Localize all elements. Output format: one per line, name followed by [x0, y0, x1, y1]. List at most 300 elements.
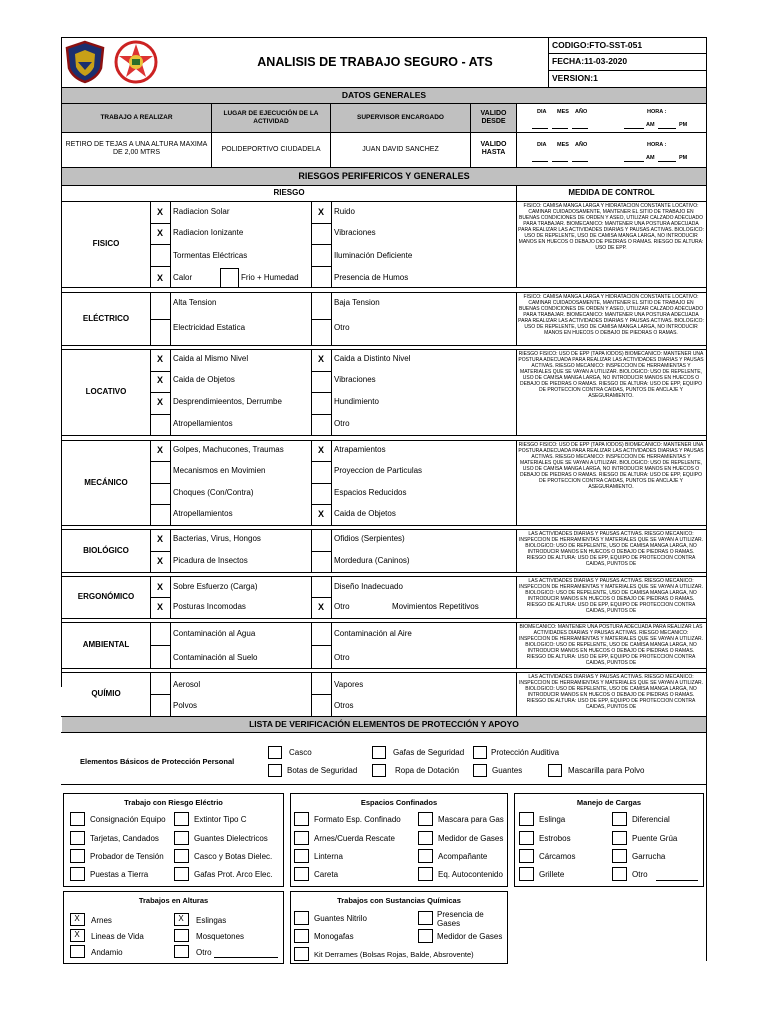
rescue-emblem-icon	[114, 39, 158, 85]
row-line	[311, 266, 331, 267]
checklist-label: Cárcamos	[539, 852, 576, 861]
checklist-checkbox[interactable]	[519, 812, 534, 826]
risk-item-left: Contaminación al Agua	[173, 629, 256, 638]
quimicas-label: Kit Derrames (Bolsas Rojas, Balde, Absrovente)	[314, 950, 474, 959]
checklist-checkbox[interactable]	[174, 831, 189, 845]
fire-department-shield-icon	[64, 40, 106, 84]
mark-col	[311, 622, 312, 668]
risk-item-right: Otro	[334, 323, 350, 332]
checklist-checkbox[interactable]	[519, 831, 534, 845]
checklist-label: Puestas a Tierra	[90, 870, 149, 879]
risk-mark-left: X	[156, 556, 163, 566]
checklist-label: Garrucha	[632, 852, 666, 861]
risk-item-right: Otros	[334, 701, 354, 710]
row-line	[311, 392, 331, 393]
rule-line	[548, 53, 706, 54]
risk-mark-left: X	[156, 582, 163, 592]
risk-mark-left: X	[156, 534, 163, 544]
risk-item-left: Polvos	[173, 701, 198, 710]
verificacion-title: LISTA DE VERIFICACIÓN ELEMENTOS DE PROTECCIÓN Y APOYO	[249, 719, 519, 729]
date-line	[532, 161, 548, 162]
mark-col	[170, 672, 171, 716]
risk-item-right: Ofidios (Serpientes)	[334, 534, 405, 543]
category-top-line	[61, 440, 707, 441]
checklist-checkbox[interactable]	[612, 849, 627, 863]
checklist-label: Medidor de Gases	[438, 834, 504, 843]
checklist-label: Linterna	[314, 852, 343, 861]
risk-item-right: Vibraciones	[334, 228, 376, 237]
checklist-checkbox[interactable]	[70, 812, 85, 826]
checklist-label: Guantes Dielectricos	[194, 834, 268, 843]
risk-mark-right: X	[317, 509, 324, 519]
checklist-checkbox[interactable]	[612, 812, 627, 826]
risk-item-right: Vibraciones	[334, 375, 376, 384]
checklist-checkbox[interactable]	[294, 867, 309, 881]
cargas-panel-title: Manejo de Cargas	[576, 798, 642, 807]
th-medida: MEDIDA DE CONTROL	[568, 188, 655, 197]
row-line	[150, 319, 170, 320]
checklist-label: Arnes/Cuerda Rescate	[314, 834, 395, 843]
mark-col	[331, 440, 332, 525]
risk-item-right: Atrapamientos	[334, 445, 386, 454]
rule-line	[706, 287, 707, 292]
mark-col	[170, 349, 171, 435]
rule-line	[61, 132, 707, 133]
rule-line	[330, 103, 331, 167]
basic-epp-checkbox[interactable]	[268, 764, 282, 777]
pm-label: PM	[679, 122, 688, 128]
basic-epp-label: Protección Auditiva	[491, 748, 560, 757]
checklist-checkbox[interactable]	[174, 812, 189, 826]
risk-item-right: Proyeccion de Particulas	[334, 466, 423, 475]
codigo-label: CODIGO:FTO-SST-051	[552, 40, 643, 50]
control-divider	[516, 672, 517, 716]
basic-epp-checkbox[interactable]	[268, 746, 282, 759]
alturas-mark: X	[74, 930, 80, 939]
checklist-label: Otro	[632, 870, 648, 879]
extra-box	[220, 268, 221, 287]
row-line	[311, 504, 331, 505]
basic-epp-checkbox[interactable]	[372, 746, 386, 759]
checklist-checkbox[interactable]	[70, 867, 85, 881]
risk-item-right: Mordedura (Caninos)	[334, 556, 410, 565]
checklist-checkbox[interactable]	[418, 831, 433, 845]
rule-line	[548, 37, 549, 87]
mes-label: MES	[557, 109, 569, 115]
risk-mark-left: X	[156, 375, 163, 385]
ano-label: AÑO	[575, 142, 588, 148]
rule-line	[706, 103, 707, 167]
checklist-checkbox[interactable]	[418, 867, 433, 881]
alturas-checkbox[interactable]	[174, 929, 189, 942]
basic-epp-label: Ropa de Dotación	[395, 766, 460, 775]
rule-line	[61, 345, 62, 349]
risk-item-left: Radiacion Ionizante	[173, 228, 244, 237]
row-line	[150, 694, 170, 695]
mark-col	[170, 201, 171, 287]
risk-category-label: LOCATIVO	[85, 387, 127, 396]
risk-item-right: Vapores	[334, 680, 364, 689]
quimicas-checkbox[interactable]	[294, 947, 309, 961]
quimicas-label: Presencia de Gases	[437, 910, 484, 928]
checklist-label: Probador de Tensión	[90, 852, 164, 861]
mark-col	[331, 622, 332, 668]
rule-line	[61, 287, 62, 292]
riesgos-title: RIESGOS PERIFERICOS Y GENERALES	[298, 171, 470, 181]
basic-epp-label: Botas de Seguridad	[287, 766, 358, 775]
category-bottom-line	[61, 345, 707, 346]
risk-item-left: Electricidad Estatica	[173, 323, 246, 332]
category-top-line	[61, 576, 707, 577]
rule-line	[61, 435, 62, 440]
mark-col	[311, 672, 312, 716]
control-divider	[516, 576, 517, 618]
risk-item-left: Calor	[173, 273, 193, 282]
risk-mark-left: X	[156, 228, 163, 238]
control-divider	[516, 622, 517, 668]
quimicas-label: Medidor de Gases	[437, 932, 503, 941]
mark-col	[170, 529, 171, 572]
basicos-label: Elementos Básicos de Protección Personal	[80, 757, 235, 766]
rule-line	[706, 435, 707, 440]
risk-item-left: Atropellamientos	[173, 419, 233, 428]
risk-item-left: Posturas Incomodas	[173, 602, 246, 611]
row-line	[311, 551, 331, 552]
basic-epp-label: Guantes	[492, 766, 523, 775]
alturas-checkbox[interactable]	[174, 945, 189, 958]
checklist-label: Tarjetas, Candados	[90, 834, 159, 843]
checklist-checkbox[interactable]	[294, 831, 309, 845]
risk-item-left: Contaminación al Suelo	[173, 653, 258, 662]
risk-item-right: Hundimiento	[334, 397, 379, 406]
control-measure-text: RIESGO FISICO: USO DE EPP (TAPA IODOS) BIOMECANICO: MANTENER UNA POSTURA ADECUADA PARA REALIZAR LAS ACTIVIDADES DIARIAS Y PAUSAS ACTIVAS. RIESGO MECANICO: INSPECCION DE HERRAMIENTAS Y MATERIALES QUE SE VAYAN A UTILIZAR. BIOLOGICO: USO DE REPELENTE, USO DE CAMISA MANGA LARGA, NO INTRODUCIR MANOS EN HUECOS O DEBAJO DE PIEDRAS O RAMAS. RIESGO DE ALTURA: USO DE EPP, EQUIPO DE PROTECCION CONTRA CAIDAS, PUNTOS DE ANCLAJE Y ASEGURAMIENTO.	[518, 351, 704, 399]
category-bottom-line	[61, 525, 707, 526]
fecha-label: FECHA:11-03-2020	[552, 56, 628, 66]
rule-line	[706, 345, 707, 349]
checklist-checkbox[interactable]	[174, 849, 189, 863]
checklist-label: Eslinga	[539, 815, 566, 824]
quimicas-label: Monogafas	[314, 932, 354, 941]
control-measure-text: RIESGO FISICO: USO DE EPP (TAPA IODOS) BIOMECANICO: MANTENER UNA POSTURA ADECUADA PARA REALIZAR LAS ACTIVIDADES DIARIAS Y PAUSAS ACTIVAS. RIESGO MECANICO: INSPECCION DE HERRAMIENTAS Y MATERIALES QUE SE VAYAN A UTILIZAR. BIOLOGICO: USO DE REPELENTE, USO DE CAMISA MANGA LARGA, NO INTRODUCIR MANOS EN HUECOS O DEBAJO DE PIEDRAS O RAMAS. RIESGO DE ALTURA: USO DE EPP, EQUIPO DE PROTECCION CONTRA CAIDAS, PUNTOS DE ANCLAJE Y ASEGURAMIENTO.	[518, 442, 704, 490]
checklist-label: Puente Grúa	[632, 834, 678, 843]
date-line	[552, 161, 568, 162]
rule-line	[706, 525, 707, 529]
dia-label: DIA	[537, 142, 547, 148]
alturas-label: Eslingas	[196, 916, 227, 925]
basic-epp-checkbox[interactable]	[548, 764, 562, 777]
risk-mark-left: X	[156, 207, 163, 217]
category-top-line	[61, 529, 707, 530]
risk-category-label: BIOLÓGICO	[83, 545, 129, 555]
category-top-line	[61, 292, 707, 293]
rule-line	[61, 668, 62, 672]
th-valido-desde: VALIDO DESDE	[480, 110, 507, 125]
checklist-label: Casco y Botas Dielec.	[194, 852, 273, 861]
row-line	[150, 645, 170, 646]
category-top-line	[61, 622, 707, 623]
basic-epp-label: Casco	[289, 748, 312, 757]
category-bottom-line	[61, 572, 707, 573]
checklist-checkbox[interactable]	[70, 831, 85, 845]
alturas-label: Lineas de Vida	[91, 932, 144, 941]
checklist-label: Consignación Equipo	[90, 815, 166, 824]
rule-line	[61, 185, 707, 186]
checklist-checkbox[interactable]	[519, 849, 534, 863]
time-line	[658, 161, 676, 162]
risk-mark-left: X	[156, 602, 163, 612]
rule-line	[706, 618, 707, 622]
row-line	[311, 461, 331, 462]
th-valido-hasta: VALIDO HASTA	[480, 141, 507, 156]
risk-category-label: FISICO	[92, 239, 120, 248]
rule-line	[706, 572, 707, 576]
lugar-value: POLIDEPORTIVO CIUDADELA	[221, 146, 321, 153]
mark-col	[311, 576, 312, 618]
checklist-checkbox[interactable]	[418, 849, 433, 863]
risk-item-right: Baja Tension	[334, 298, 380, 307]
rule-line	[516, 103, 517, 167]
risk-item-right: Diseño Inadecuado	[334, 582, 403, 591]
risk-item-left: Tormentas Eléctricas	[173, 251, 248, 260]
checklist-checkbox[interactable]	[174, 867, 189, 881]
checklist-label: Diferencial	[632, 815, 670, 824]
row-line	[311, 371, 331, 372]
checklist-checkbox[interactable]	[70, 849, 85, 863]
rule-line	[61, 201, 707, 202]
risk-mark-left: X	[156, 273, 163, 283]
risk-item-right: Otro	[334, 602, 350, 611]
th-riesgo: RIESGO	[273, 188, 305, 197]
am-label: AM	[646, 155, 655, 161]
quimicas-label: Guantes Nitrilo	[314, 914, 367, 923]
risk-item-right: Otro	[334, 419, 350, 428]
th-supervisor: SUPERVISOR ENCARGADO	[357, 114, 444, 121]
basic-epp-checkbox[interactable]	[372, 764, 386, 777]
rule-line	[706, 668, 707, 672]
mark-col	[170, 440, 171, 525]
basic-epp-checkbox[interactable]	[473, 746, 487, 759]
risk-mark-right: X	[317, 207, 324, 217]
mark-col	[331, 529, 332, 572]
risk-item-left: Atropellamientos	[173, 509, 233, 518]
pm-label: PM	[679, 155, 688, 161]
datos-title: DATOS GENERALES	[341, 90, 427, 100]
risk-item-right: Otro	[334, 653, 350, 662]
mark-col	[331, 576, 332, 618]
control-measure-text: FISICO: CAMISA MANGA LARGA Y HIDRATACION CONSTANTE LOCATIVO: CAMINAR CUIDADOSAMENTE, MANTENER EL SITIO DE TRABAJO EN BUENAS CONDICIONES DE ORDEN Y ASEO, UTILIZAR CALZADO ADECUADO PARA TRABAJAR. BIOMECANICO: MANTENER UNA POSTURA ADECUADA PARA REALIZAR LAS ACTIVIDADES DIARIAS Y PAUSAS ACTIVAS. BIOLOGICO: USO DE REPELENTE, USO DE CAMISA MANGA LARGA, NO INTRODUCIR MANOS EN HUECOS O DEBAJO DE PIEDRAS O RAMAS. RIESGO DE ALTURA: USO DE EPP.	[518, 203, 704, 251]
date-line	[532, 128, 548, 129]
time-line	[658, 128, 676, 129]
row-line	[311, 645, 331, 646]
category-bottom-line	[61, 435, 707, 436]
form-title: ANALISIS DE TRABAJO SEGURO - ATS	[257, 55, 493, 69]
risk-item-left: Aerosol	[173, 680, 201, 689]
risk-item-left: Picadura de Insectos	[173, 556, 248, 565]
alturas-mark: X	[74, 914, 80, 923]
risk-item-left: Golpes, Machucones, Traumas	[173, 445, 284, 454]
checklist-checkbox[interactable]	[294, 849, 309, 863]
row-line	[311, 483, 331, 484]
row-line	[150, 461, 170, 462]
date-line	[572, 161, 588, 162]
row-line	[150, 504, 170, 505]
row-line	[150, 597, 170, 598]
mark-col	[170, 292, 171, 345]
risk-mark-right: X	[317, 445, 324, 455]
rule-line	[61, 37, 62, 687]
basic-epp-checkbox[interactable]	[473, 764, 487, 777]
rule-line	[706, 37, 707, 961]
risk-item-right: Presencia de Humos	[334, 273, 409, 282]
checklist-label: Extintor Tipo C	[194, 815, 247, 824]
risk-category-label: MECÁNICO	[84, 477, 128, 487]
quimicas-checkbox[interactable]	[294, 911, 309, 925]
hora-label: HORA :	[647, 142, 667, 148]
checklist-checkbox[interactable]	[294, 812, 309, 826]
version-label: VERSION:1	[552, 73, 598, 83]
mark-col	[331, 672, 332, 716]
control-divider	[516, 349, 517, 435]
rule-line	[548, 70, 706, 71]
risk-item-extra: Frio + Humedad	[241, 273, 299, 282]
checklist-label: Acompañante	[438, 852, 488, 861]
risk-item-extra: Movimientos Repetitivos	[392, 602, 479, 611]
category-top-line	[61, 672, 707, 673]
control-divider	[516, 529, 517, 572]
quimicas-checkbox[interactable]	[418, 911, 433, 925]
row-line	[150, 551, 170, 552]
quimicas-panel-title: Trabajos con Sustancias Químicas	[337, 896, 461, 905]
checklist-label: Grillete	[539, 870, 565, 879]
alturas-label: Arnes	[91, 916, 112, 925]
risk-item-right: Contaminación al Aire	[334, 629, 412, 638]
alturas-label: Mosquetones	[196, 932, 245, 941]
basic-epp-label: Mascarilla para Polvo	[568, 766, 645, 775]
risk-category-label: ELÉCTRICO	[82, 313, 130, 323]
control-measure-text: LAS ACTIVIDADES DIARIAS Y PAUSAS ACTIVAS. RIESGO MECANICO: INSPECCION DE HERRAMIENTAS Y MATERIALES QUE SE VAYAN A UTILIZAR. BIOLOGICO: USO DE REPELENTE, USO DE CAMISA MANGA LARGA, NO INTRODUCIR MANOS EN HUECOS O DEBAJO DE PIEDRAS O RAMAS. RIESGO DE ALTURA: USO DE EPP, EQUIPO DE PROTECCION CONTRA CAIDAS, PUNTOS DE	[518, 531, 704, 567]
time-line	[624, 128, 644, 129]
risk-item-left: Desprendimieentos, Derrumbe	[173, 397, 282, 406]
control-measure-text: FISICO: CAMISA MANGA LARGA Y HIDRATACION CONSTANTE LOCATIVO: CAMINAR CUIDADOSAMENTE, MANTENER EL SITIO DE TRABAJO EN BUENAS CONDICIONES DE ORDEN Y ASEO, UTILIZAR CALZADO ADECUADO PARA TRABAJAR. BIOMECANICO: MANTENER UNA POSTURA ADECUADA PARA REALIZAR LAS ACTIVIDADES DIARIAS Y PAUSAS ACTIVAS. BIOLOGICO: USO DE REPELENTE, USO DE CAMISA MANGA LARGA, NO INTRODUCIR MANOS EN HUECOS O DEBAJO DE PIEDRAS O RAMAS.	[518, 294, 704, 336]
otro-line	[656, 880, 698, 881]
row-line	[311, 319, 331, 320]
risk-item-left: Radiacion Solar	[173, 207, 230, 216]
control-measure-text: LAS ACTIVIDADES DIARIAS Y PAUSAS ACTIVAS. RIESGO MECANICO: INSPECCION DE HERRAMIENTAS Y MATERIALES QUE SE VAYAN A UTILIZAR. BIOLOGICO: USO DE REPELENTE, USO DE CAMISA MANGA LARGA, NO INTRODUCIR MANOS EN HUECOS O DEBAJO DE PIEDRAS O RAMAS. RIESGO DE ALTURA: USO DE EPP, EQUIPO DE PROTECCION CONTRA CAIDAS, PUNTOS DE	[518, 578, 704, 614]
mes-label: MES	[557, 142, 569, 148]
supervisor-value: JUAN DAVID SANCHEZ	[362, 146, 439, 153]
confinados-panel-title: Espacios Confinados	[360, 798, 438, 807]
risk-category-label: AMBIENTAL	[82, 640, 130, 649]
row-line	[150, 483, 170, 484]
alturas-label: Otro	[196, 948, 212, 957]
checklist-checkbox[interactable]	[612, 867, 627, 881]
risk-item-right: Caida de Objetos	[334, 509, 396, 518]
risk-item-left: Bacterias, Virus, Hongos	[173, 534, 261, 543]
trabajo-value: RETIRO DE TEJAS A UNA ALTURA MAXIMA DE 2,00 MTRS	[65, 141, 208, 156]
risk-item-right: Ruido	[334, 207, 355, 216]
control-measure-text: LAS ACTIVIDADES DIARIAS Y PAUSAS ACTIVAS. RIESGO MECANICO: INSPECCION DE HERRAMIENTAS Y MATERIALES QUE SE VAYAN A UTILIZAR. BIOLOGICO: USO DE REPELENTE, USO DE CAMISA MANGA LARGA, NO INTRODUCIR MANOS EN HUECOS O DEBAJO DE PIEDRAS O RAMAS. RIESGO DE ALTURA: USO DE EPP, EQUIPO DE PROTECCION CONTRA CAIDAS, PUNTOS DE	[518, 674, 704, 710]
risk-category-label: ERGONÓMICO	[77, 592, 135, 601]
category-bottom-line	[61, 618, 707, 619]
control-divider	[516, 201, 517, 287]
alturas-label: Andamio	[91, 948, 123, 957]
basic-epp-label: Gafas de Seguridad	[393, 748, 465, 757]
row-line	[150, 223, 170, 224]
ano-label: AÑO	[575, 109, 588, 115]
am-label: AM	[646, 122, 655, 128]
quimicas-checkbox[interactable]	[418, 929, 433, 943]
risk-mark-left: X	[156, 397, 163, 407]
risk-item-left: Choques (Con/Contra)	[173, 488, 254, 497]
rule-line	[61, 525, 62, 529]
risk-item-left: Caida al Mismo Nivel	[173, 354, 249, 363]
checklist-checkbox[interactable]	[519, 867, 534, 881]
risk-item-left: Sobre Esfuerzo (Carga)	[173, 582, 258, 591]
row-line	[150, 266, 170, 267]
checklist-label: Careta	[314, 870, 339, 879]
otro-line	[214, 957, 278, 958]
mark-col	[311, 529, 312, 572]
risk-mark-left: X	[156, 354, 163, 364]
mark-col	[331, 201, 332, 287]
control-divider	[516, 440, 517, 525]
row-line	[311, 597, 331, 598]
risk-item-left: Caida de Objetos	[173, 375, 235, 384]
row-line	[150, 244, 170, 245]
rule-line	[61, 37, 707, 38]
risk-item-left: Mecanismos en Movimien	[173, 466, 266, 475]
quimicas-checkbox[interactable]	[294, 929, 309, 943]
category-top-line	[61, 349, 707, 350]
row-line	[311, 414, 331, 415]
row-line	[150, 414, 170, 415]
category-bottom-line	[61, 287, 707, 288]
electrico-panel-title: Trabajo con Riesgo Eléctrio	[124, 798, 223, 807]
rule-line	[61, 618, 62, 622]
risk-item-right: Iluminación Deficiente	[334, 251, 413, 260]
checklist-checkbox[interactable]	[612, 831, 627, 845]
control-divider	[516, 292, 517, 345]
risk-item-right: Caida a Distinto Nivel	[334, 354, 411, 363]
rule-line	[61, 572, 62, 576]
checklist-checkbox[interactable]	[418, 812, 433, 826]
th-trabajo: TRABAJO A REALIZAR	[100, 114, 173, 121]
hora-label: HORA :	[647, 109, 667, 115]
row-line	[311, 223, 331, 224]
risk-mark-left: X	[156, 445, 163, 455]
th-lugar: LUGAR DE EJECUCIÓN DE LA ACTIVIDAD	[223, 110, 319, 125]
mark-col	[311, 292, 312, 345]
rule-line	[61, 716, 707, 717]
risk-mark-right: X	[317, 602, 324, 612]
alturas-mark: X	[178, 914, 184, 923]
rule-line	[61, 732, 707, 733]
risk-item-left: Alta Tension	[173, 298, 217, 307]
risk-mark-right: X	[317, 354, 324, 364]
checklist-label: Formato Esp. Confinado	[314, 815, 401, 824]
extra-box	[238, 268, 239, 287]
checklist-label: Eq. Autocontenido	[438, 870, 503, 879]
time-line	[624, 161, 644, 162]
category-bottom-line	[61, 668, 707, 669]
rule-line	[61, 784, 707, 785]
row-line	[311, 244, 331, 245]
row-line	[311, 694, 331, 695]
risk-item-right: Espacios Reducidos	[334, 488, 407, 497]
control-measure-text: BIOMECANICO: MANTENER UNA POSTURA ADECUADA PARA REALIZAR LAS ACTIVIDADES DIARIAS Y PAUSAS ACTIVAS. RIESGO MECANICO: INSPECCION DE HERRAMIENTAS Y MATERIALES QUE SE VAYAN A UTILIZAR. BIOLOGICO: USO DE REPELENTE, USO DE CAMISA MANGA LARGA, NO INTRODUCIR MANOS EN HUECOS O DEBAJO DE PIEDRAS O RAMAS. RIESGO DE ALTURA: USO DE EPP, EQUIPO DE PROTECCION CONTRA CAIDAS, PUNTOS DE	[518, 624, 704, 666]
extra-box	[220, 268, 238, 269]
alturas-checkbox[interactable]	[70, 945, 85, 958]
